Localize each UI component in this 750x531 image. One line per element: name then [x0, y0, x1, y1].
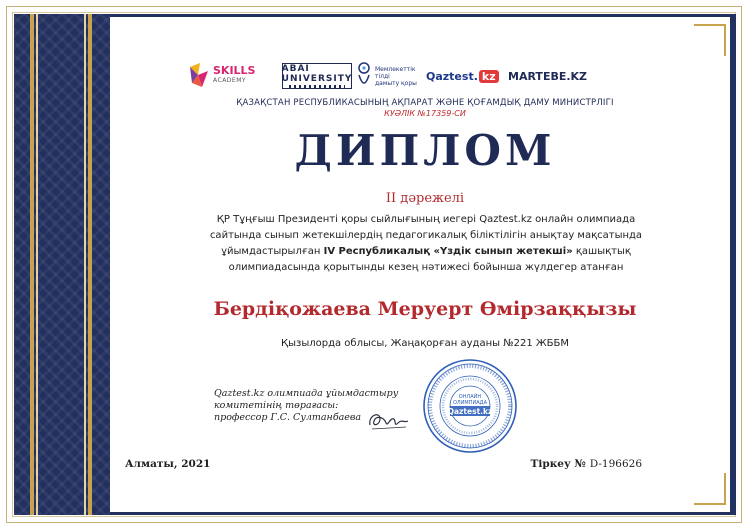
abai-university-logo	[282, 58, 352, 94]
seal-mid-text: ОЛИМПИАДА	[453, 400, 487, 406]
qaztest-logo	[426, 58, 499, 94]
fund-logo-line1: Мемлекеттік	[375, 65, 416, 73]
committee-line-2: комитетінің төрағасы:	[214, 400, 339, 411]
registration-number: D-196626	[589, 458, 642, 470]
fund-figure-icon	[356, 61, 372, 91]
body-line-1: ҚР Тұңғыш Президенті қоры сыйлығының иегері Qaztest.kz онлайн олимпиада	[216, 214, 636, 225]
sponsor-logos	[188, 58, 588, 94]
band-light-stripe	[36, 14, 38, 515]
seal-brand-text: Qaztest.kz	[447, 407, 493, 416]
martebe-logo	[508, 58, 587, 94]
body-line-4: олимпиадасында қорытынды кезең нәтижесі бойынша жүлдегер атанған	[228, 262, 624, 273]
olympiad-name: IV Республикалық «Үздік сынып жетекші»	[323, 246, 573, 257]
registration	[531, 458, 642, 470]
city-year: Алматы, 2021	[125, 458, 211, 470]
recipient-name: Бердіқожаева Меруерт Өмірзаққызы	[213, 298, 637, 320]
right-edge-band	[730, 14, 736, 515]
band-gold-stripe	[88, 14, 92, 515]
skills-logo-text: SKILLS	[213, 64, 256, 77]
martebe-logo-text: MARTEBE.KZ	[508, 69, 588, 83]
body-line-3-post: қашықтық	[572, 246, 631, 257]
diploma-title: ДИПЛОМ	[294, 126, 556, 175]
body-line-3-pre: ұйымдастырылған	[221, 246, 324, 257]
official-seal	[422, 358, 518, 454]
corner-ornament	[694, 473, 726, 505]
body-line-2: сайтында сынып жетекшілердің педагогикалық біліктілігін анықтау мақсатында	[209, 230, 643, 241]
language-fund-logo	[356, 58, 417, 94]
ministry-line: ҚАЗАҚСТАН РЕСПУБЛИКАСЫНЫҢ АҚПАРАТ ЖӘНЕ ҚОҒАМДЫҚ ДАМУ МИНИСТРЛІГІ	[236, 98, 614, 108]
seal-top-text: ОНЛАЙН	[458, 394, 482, 400]
abai-logo-text: ABAI UNIVERSITY	[281, 64, 353, 84]
corner-ornament	[694, 24, 726, 56]
certificate-number: КУӘЛІК №17359-СИ	[384, 109, 466, 118]
bottom-edge-line	[110, 512, 736, 515]
pillars-icon	[289, 85, 345, 88]
band-gold-stripe	[30, 14, 34, 515]
committee-line-1: Qaztest.kz олимпиада ұйымдастыру	[214, 388, 399, 399]
diploma-body	[170, 212, 682, 276]
fund-logo-line3: дамыту қоры	[375, 79, 417, 87]
top-edge-line	[110, 14, 736, 17]
qaztest-logo-text: Qaztest.	[426, 69, 478, 83]
skills-logo-icon	[188, 63, 210, 89]
skills-logo-subtext: ACADEMY	[213, 77, 247, 84]
band-light-stripe	[84, 14, 86, 515]
signature-mark	[366, 405, 410, 435]
qaztest-logo-kz: kz	[479, 70, 499, 83]
fund-logo-line2: тілді	[375, 72, 390, 80]
degree-label: II дәрежелі	[385, 191, 465, 206]
committee-line-3: профессор Г.С. Султанбаева	[214, 412, 362, 423]
left-decorative-band	[14, 14, 110, 515]
skills-academy-logo	[188, 58, 255, 94]
body-line-3	[170, 244, 682, 260]
recipient-school: Қызылорда облысы, Жаңақорған ауданы №221 ЖББМ	[281, 338, 569, 349]
registration-label: Тіркеу №	[530, 458, 586, 470]
